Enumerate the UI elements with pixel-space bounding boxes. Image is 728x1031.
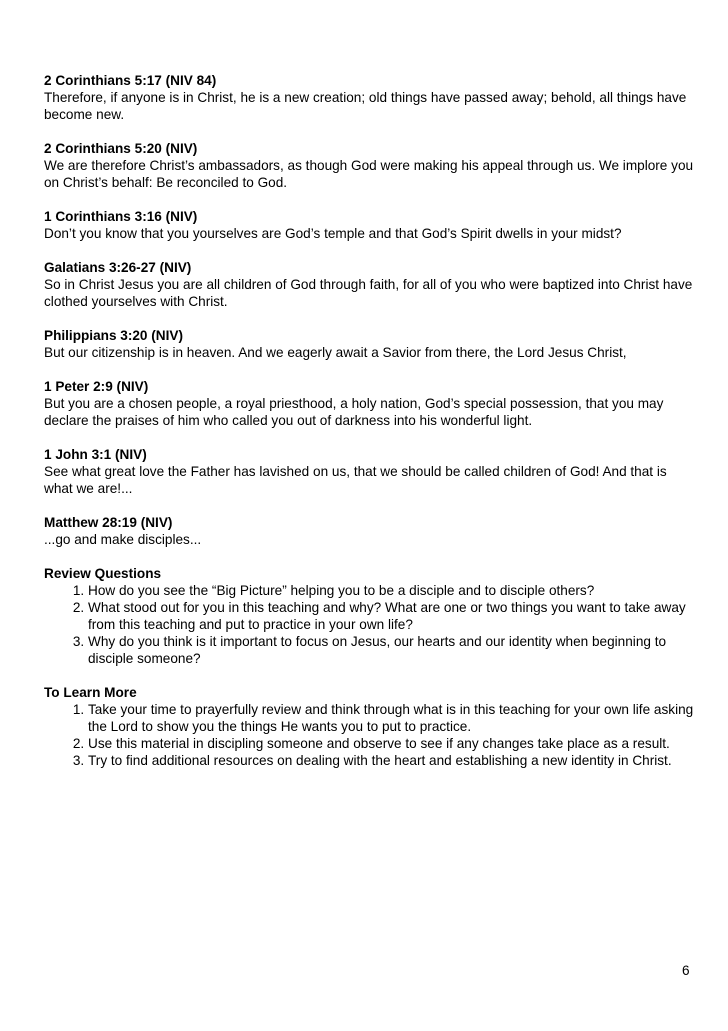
verse-block xyxy=(44,140,694,191)
verse-reference: Matthew 28:19 (NIV) xyxy=(44,515,173,530)
page-content xyxy=(44,72,694,786)
verse-reference: 2 Corinthians 5:17 (NIV 84) xyxy=(44,73,217,88)
page-number: 6 xyxy=(682,963,690,978)
list-item: 3. Why do you think is it important to focus on Jesus, our hearts and our identity when beginning to disciple someone? xyxy=(88,633,694,667)
verse-text: Don’t you know that you yourselves are God’s temple and that God’s Spirit dwells in your midst? xyxy=(44,226,622,241)
verse-text: We are therefore Christ’s ambassadors, as though God were making his appeal through us. We implore you on Christ’s behalf: Be reconciled to God. xyxy=(44,158,694,190)
verse-block xyxy=(44,514,694,548)
verse-block xyxy=(44,446,694,497)
verse-reference: 1 Corinthians 3:16 (NIV) xyxy=(44,209,198,224)
learn-more-title: To Learn More xyxy=(44,685,137,700)
verse-text: But our citizenship is in heaven. And we eagerly await a Savior from there, the Lord Jesus Christ, xyxy=(44,345,627,360)
learn-more-list xyxy=(44,701,694,769)
verse-block xyxy=(44,327,694,361)
review-questions-list xyxy=(44,582,694,667)
list-item: 1. How do you see the “Big Picture” helping you to be a disciple and to disciple others? xyxy=(88,582,694,599)
list-item: 2. What stood out for you in this teaching and why? What are one or two things you want to take away from this teaching and put to practice in your own life? xyxy=(88,599,694,633)
verse-text: But you are a chosen people, a royal priesthood, a holy nation, God’s special possession, that you may declare the praises of him who called you out of darkness into his wonderful light. xyxy=(44,396,664,428)
verse-block xyxy=(44,208,694,242)
list-item: 3. Try to find additional resources on dealing with the heart and establishing a new identity in Christ. xyxy=(88,752,694,769)
verse-block xyxy=(44,259,694,310)
verse-text: See what great love the Father has lavished on us, that we should be called children of God! And that is what we are!... xyxy=(44,464,667,496)
verse-text: ...go and make disciples... xyxy=(44,532,202,547)
verse-reference: Galatians 3:26-27 (NIV) xyxy=(44,260,192,275)
review-questions-title: Review Questions xyxy=(44,566,162,581)
verse-reference: 1 John 3:1 (NIV) xyxy=(44,447,147,462)
list-item: 1. Take your time to prayerfully review and think through what is in this teaching for your own life asking the Lord to show you the things He wants you to put to practice. xyxy=(88,701,694,735)
verse-block xyxy=(44,72,694,123)
verse-block xyxy=(44,378,694,429)
verse-reference: Philippians 3:20 (NIV) xyxy=(44,328,183,343)
verse-text: Therefore, if anyone is in Christ, he is a new creation; old things have passed away; behold, all things have become new. xyxy=(44,90,687,122)
verse-reference: 1 Peter 2:9 (NIV) xyxy=(44,379,149,394)
verse-text: So in Christ Jesus you are all children of God through faith, for all of you who were baptized into Christ have clothed yourselves with Christ. xyxy=(44,277,693,309)
review-questions-section xyxy=(44,565,694,667)
verse-reference: 2 Corinthians 5:20 (NIV) xyxy=(44,141,198,156)
list-item: 2. Use this material in discipling someone and observe to see if any changes take place as a result. xyxy=(88,735,694,752)
learn-more-section xyxy=(44,684,694,769)
